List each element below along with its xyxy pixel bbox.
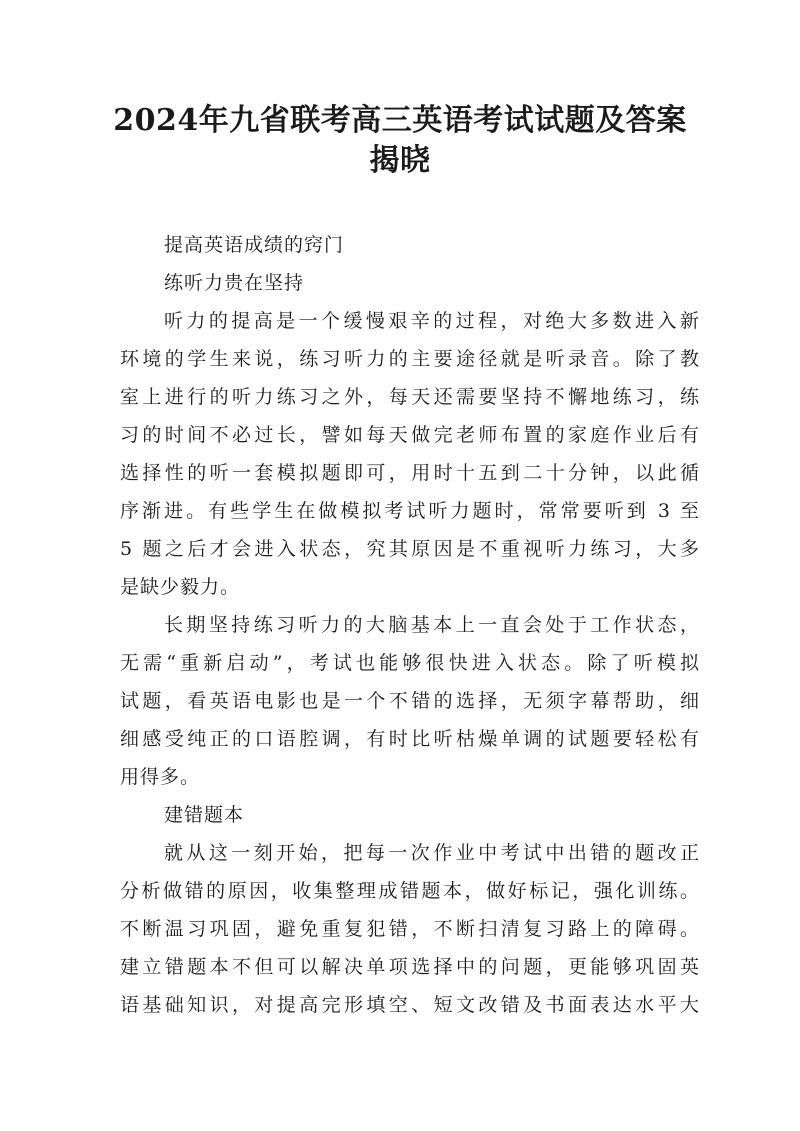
section-heading: 建错题本 [164,804,245,826]
paragraph-line: 环境的学生来说，练习听力的主要途径就是听录音。除了教 [120,348,700,370]
paragraph-line: 用得多。 [120,766,201,788]
paragraph-line: 就从这一刻开始，把每一次作业中考试中出错的题改正 [164,842,700,864]
paragraph-line: 听力的提高是一个缓慢艰辛的过程，对绝大多数进入新 [164,310,700,332]
paragraph-line: 5 题之后才会进入状态，究其原因是不重视听力练习，大多 [120,538,700,560]
paragraph-line: 无需“重新启动”，考试也能够很快进入状态。除了听模拟 [120,652,700,674]
paragraph-line: 习的时间不必过长，譬如每天做完老师布置的家庭作业后有 [120,424,700,446]
paragraph-line: 长期坚持练习听力的大脑基本上一直会处于工作状态， [164,614,700,636]
document-title-line-2: 揭晓 [369,143,431,178]
paragraph-line: 分析做错的原因，收集整理成错题本，做好标记，强化训练。 [120,880,700,902]
paragraph-line: 不断温习巩固，避免重复犯错，不断扫清复习路上的障碍。 [120,918,700,940]
paragraph-line: 建立错题本不但可以解决单项选择中的问题，更能够巩固英 [120,956,700,978]
paragraph-line: 选择性的听一套模拟题即可，用时十五到二十分钟，以此循 [120,462,700,484]
section-heading: 练听力贵在坚持 [164,272,305,294]
document-title-line-1: 2024年九省联考高三英语考试试题及答案 [113,103,687,138]
section-heading: 提高英语成绩的窍门 [164,234,345,256]
paragraph-line: 语基础知识，对提高完形填空、短文改错及书面表达水平大 [120,994,700,1016]
paragraph-line: 细感受纯正的口语腔调，有时比听枯燥单调的试题要轻松有 [120,728,700,750]
paragraph-line: 是缺少毅力。 [120,576,241,598]
paragraph-line: 序渐进。有些学生在做模拟考试听力题时，常常要听到 3 至 [120,500,700,522]
paragraph-line: 室上进行的听力练习之外，每天还需要坚持不懈地练习，练 [120,386,700,408]
paragraph-line: 试题，看英语电影也是一个不错的选择，无须字幕帮助，细 [120,690,700,712]
